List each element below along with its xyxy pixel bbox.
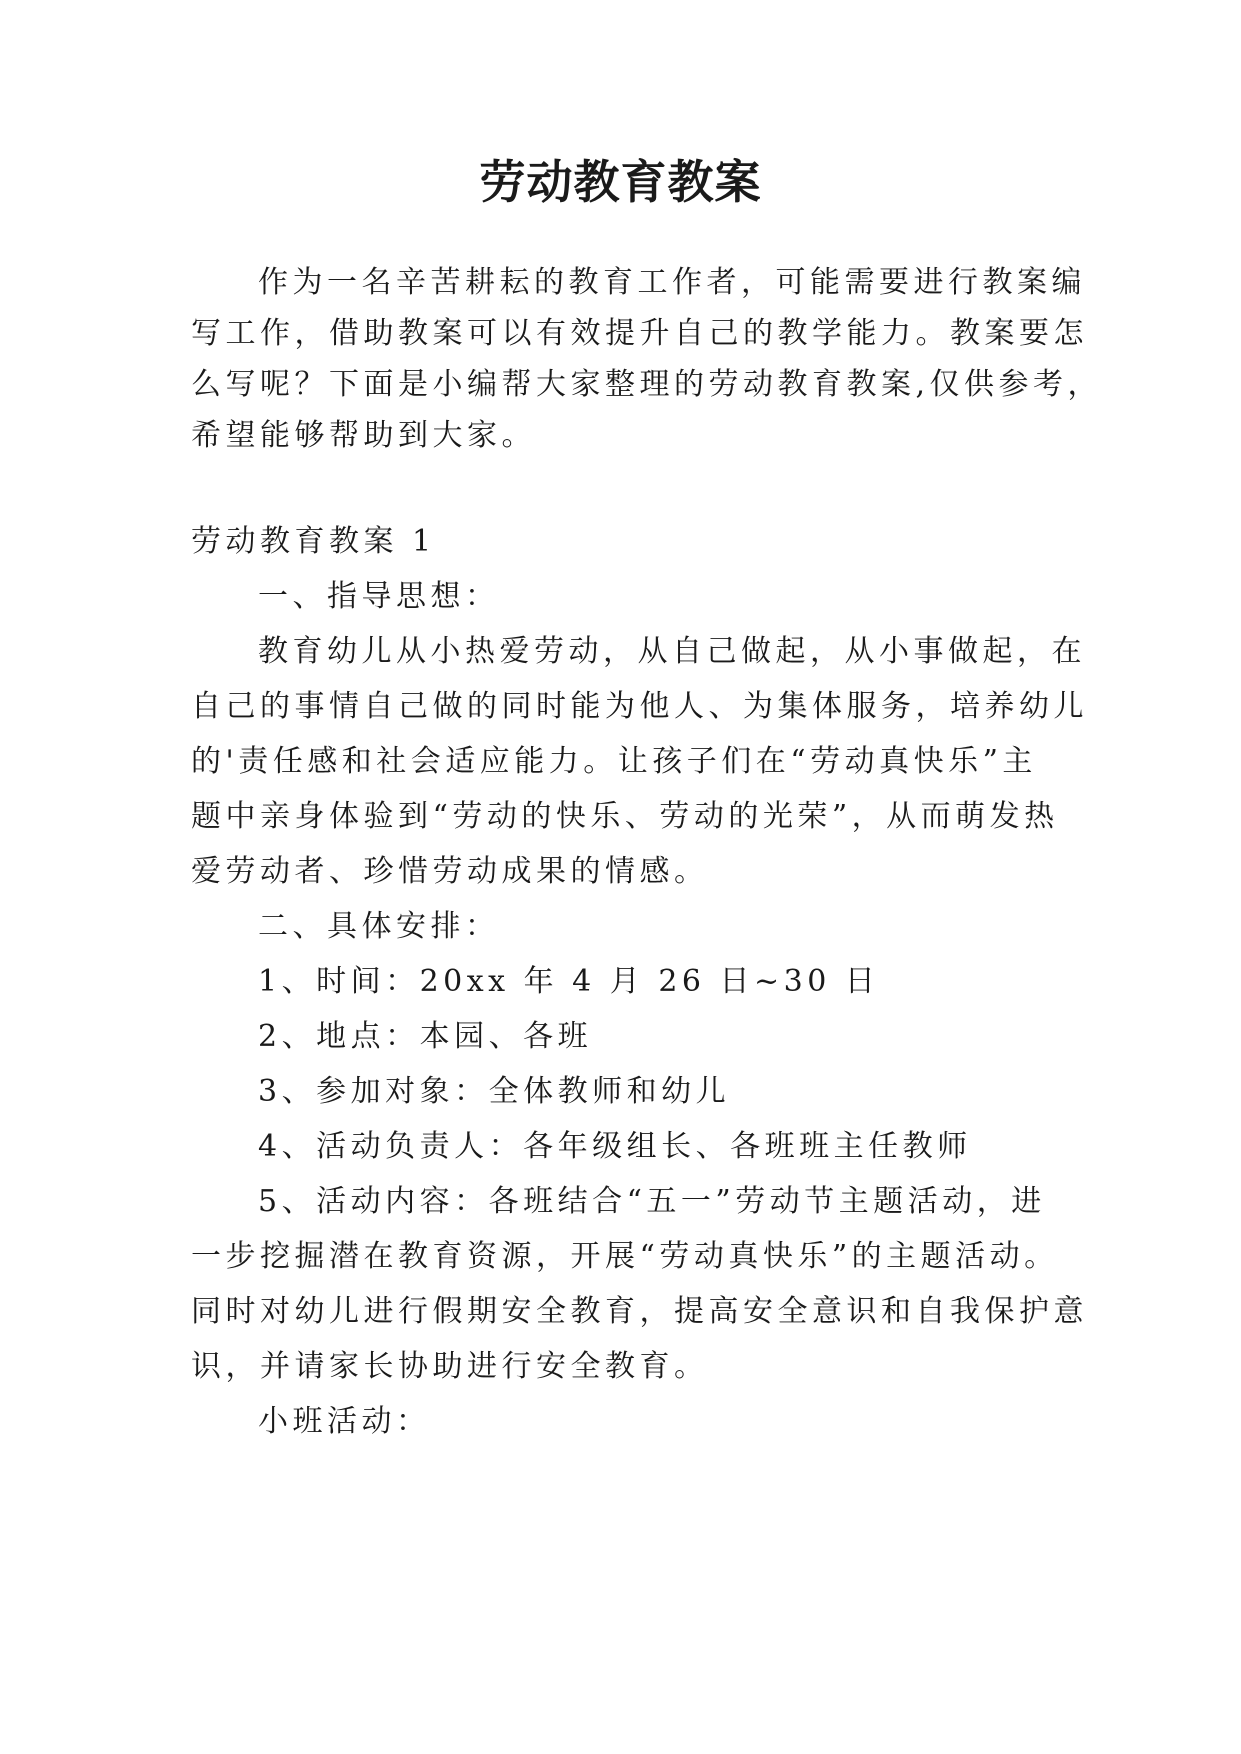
- arrangement-item-content: 5、活动内容：各班结合“五一”劳动节主题活动，进: [258, 1184, 1046, 1219]
- small-class-heading: 小班活动：: [258, 1404, 431, 1439]
- arrangement-item-location: 2、地点：本园、各班: [258, 1019, 593, 1054]
- intro-line: 希望能够帮助到大家。: [191, 418, 536, 453]
- arrangement-item-responsible: 4、活动负责人：各年级组长、各班班主任教师: [258, 1129, 972, 1164]
- intro-line: 么写呢？下面是小编帮大家整理的劳动教育教案,仅供参考，: [191, 367, 1103, 402]
- arrangement-item-content: 识，并请家长协助进行安全教育。: [191, 1349, 709, 1384]
- guiding-line: 爱劳动者、珍惜劳动成果的情感。: [191, 854, 709, 889]
- intro-line: 写工作，借助教案可以有效提升自己的教学能力。教案要怎: [191, 316, 1088, 351]
- guiding-heading: 一、指导思想：: [258, 579, 500, 614]
- intro-line: 作为一名辛苦耕耘的教育工作者，可能需要进行教案编: [258, 265, 1086, 300]
- arrangement-item-content: 同时对幼儿进行假期安全教育，提高安全意识和自我保护意: [191, 1294, 1088, 1329]
- document-title: 劳动教育教案: [479, 155, 762, 209]
- arrangement-item-time: 1、时间：20xx 年 4 月 26 日~30 日: [258, 964, 880, 999]
- guiding-line: 教育幼儿从小热爱劳动，从自己做起，从小事做起，在: [258, 634, 1086, 669]
- section-heading: 劳动教育教案 1: [191, 524, 436, 559]
- arrangement-item-participants: 3、参加对象：全体教师和幼儿: [258, 1074, 731, 1109]
- arrangement-item-content: 一步挖掘潜在教育资源，开展“劳动真快乐”的主题活动。: [191, 1239, 1059, 1274]
- guiding-line: 题中亲身体验到“劳动的快乐、劳动的光荣”，从而萌发热: [191, 799, 1059, 834]
- guiding-line: 自己的事情自己做的同时能为他人、为集体服务，培养幼儿: [191, 689, 1088, 724]
- arrangement-heading: 二、具体安排：: [258, 909, 500, 944]
- guiding-line: 的'责任感和社会适应能力。让孩子们在“劳动真快乐”主: [191, 744, 1037, 779]
